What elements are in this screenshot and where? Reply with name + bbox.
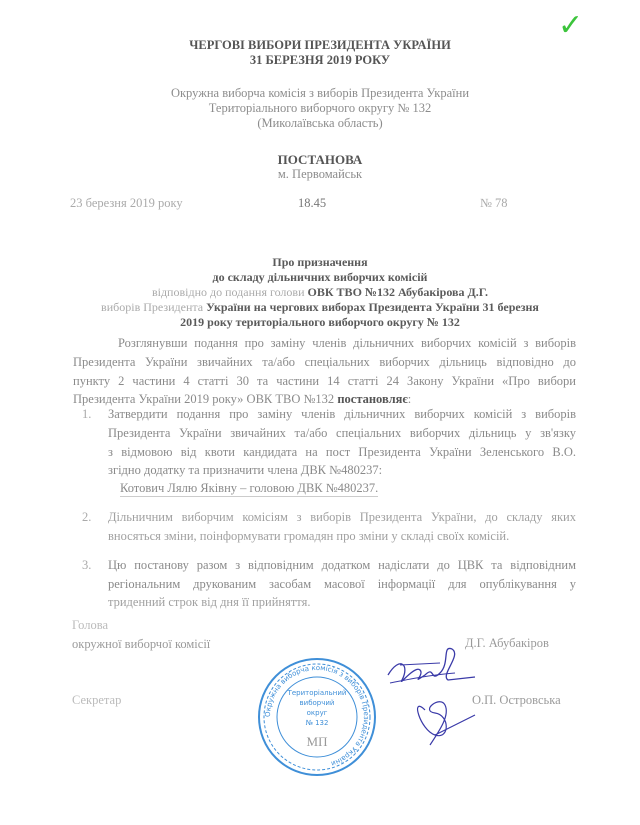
commission-line3: (Миколаївська область) (257, 116, 383, 130)
secretary-name: О.П. Островська (472, 693, 561, 707)
title-line4: виборів Президента України на чергових виборах Президента України 31 березня (101, 300, 539, 314)
document-date: 23 березня 2019 року (70, 196, 183, 210)
secretary-label: Секретар (72, 693, 122, 707)
document-type: ПОСТАНОВА (277, 152, 363, 167)
stamp-center-line1: Територіальний (287, 689, 347, 697)
head-name: Д.Г. Абубакіров (465, 636, 549, 650)
document-number: № 78 (480, 196, 508, 210)
title-line3: відповідно до подання голови ОВК ТВО №132 Абубакірова Д.Г. (151, 285, 489, 299)
signatures-image (380, 635, 500, 750)
title-line1: Про призначення (272, 255, 368, 269)
commission-line1: Окружна виборча комісія з виборів Президента України (170, 86, 470, 100)
stamp-center-line4: № 132 (305, 719, 329, 727)
document-city: м. Первомайськ (277, 167, 363, 181)
title-line5: 2019 року територіального виборчого округу № 132 (180, 315, 460, 329)
commission-line2: Територіального виборчого округу № 132 (208, 101, 432, 115)
head-label: Голова (72, 618, 108, 632)
svg-text:Окружна виборча комісія з вибо: Окружна виборча комісія з виборів Президента України (263, 663, 371, 768)
document-time: 18.45 (298, 196, 327, 210)
stamp-center-line3: округ (306, 709, 328, 717)
head-label-commission: окружної виборчої комісії (72, 637, 211, 651)
election-date: 31 БЕРЕЗНЯ 2019 РОКУ (249, 53, 391, 67)
official-stamp (255, 655, 380, 780)
election-title: ЧЕРГОВІ ВИБОРИ ПРЕЗИДЕНТА УКРАЇНИ (189, 38, 451, 52)
stamp-center-line2: виборчий (299, 699, 335, 707)
check-mark-icon: ✓ (558, 8, 584, 43)
title-line2: до складу дільничних виборчих комісій (212, 270, 428, 284)
stamp-mp-mark: МП (306, 734, 328, 749)
